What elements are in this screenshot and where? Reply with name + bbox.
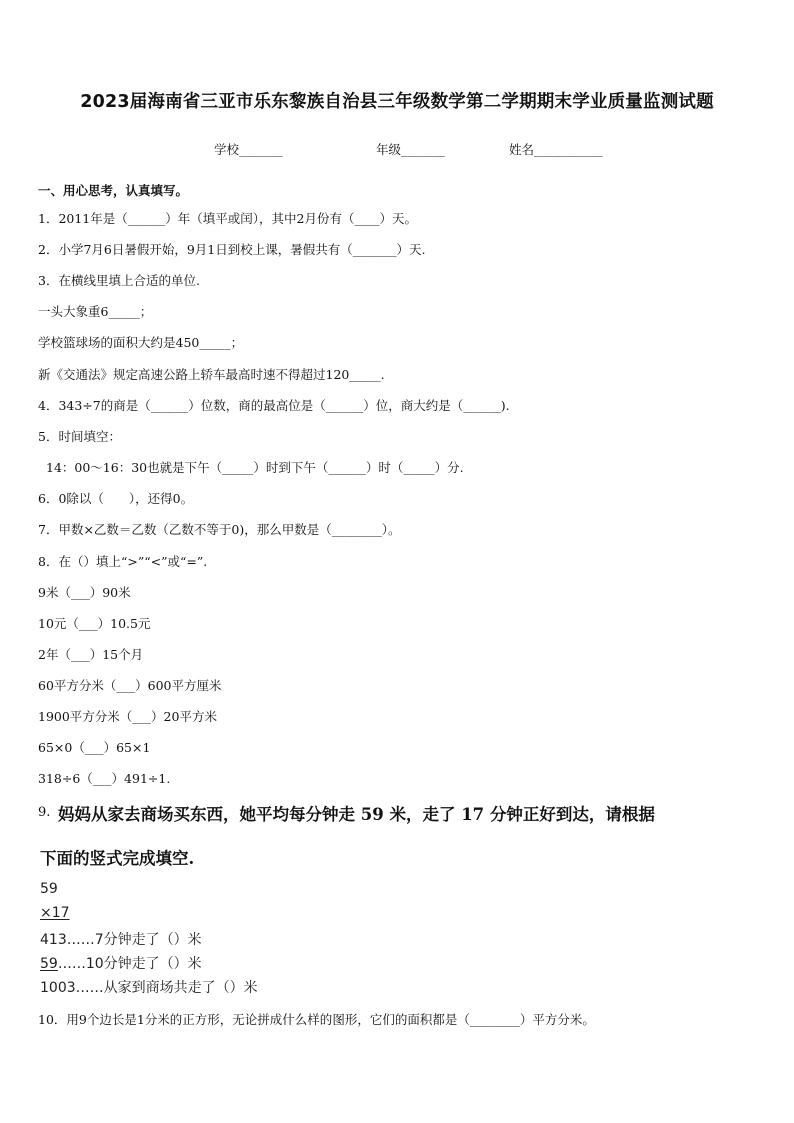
question-5a: 14：00～16：30也就是下午（_____）时到下午（______）时（_____）分.	[46, 460, 464, 475]
question-9-line2: 下面的竖式完成填空.	[40, 849, 195, 868]
question-7: 7．甲数×乙数＝乙数（乙数不等于0)，那么甲数是（________）。	[38, 522, 401, 537]
question-8e: 1900平方分米（___）20平方米	[38, 709, 217, 724]
calc-row-2-number: 59	[40, 956, 58, 972]
question-8f: 65×0（___）65×1	[38, 740, 151, 755]
calc-row-1: 413……7分钟走了（）米	[40, 932, 202, 948]
question-8c: 2年（___）15个月	[38, 647, 144, 662]
question-8: 8．在（）填上“>”“<”或“=”.	[38, 554, 208, 569]
calc-row-2	[40, 953, 202, 973]
question-9-number: 9.	[38, 805, 51, 820]
grade-field: 年级_______	[376, 142, 445, 157]
calc-multiplier: ×17	[40, 905, 70, 921]
question-8g: 318÷6（___）491÷1.	[38, 771, 171, 786]
calc-multiplicand: 59	[40, 881, 58, 897]
question-4: 4．343÷7的商是（______）位数，商的最高位是（______）位，商大约是（______).	[38, 398, 510, 413]
question-6: 6．0除以（ ），还得0。	[38, 491, 194, 506]
name-field: 姓名___________	[509, 142, 603, 157]
section-heading: 一、用心思考，认真填写。	[38, 183, 189, 198]
page-title: 2023届海南省三亚市乐东黎族自治县三年级数学第二学期期末学业质量监测试题	[80, 92, 714, 112]
question-3c: 新《交通法》规定高速公路上轿车最高时速不得超过120_____.	[38, 367, 385, 382]
question-8b: 10元（___）10.5元	[38, 616, 151, 631]
question-3b: 学校篮球场的面积大约是450_____；	[38, 335, 244, 350]
school-field: 学校_______	[214, 142, 283, 157]
question-8a: 9米（___）90米	[38, 585, 131, 600]
question-10: 10．用9个边长是1分米的正方形，无论拼成什么样的图形，它们的面积都是（________）平方分米。	[38, 1012, 595, 1027]
question-2: 2．小学7月6日暑假开始，9月1日到校上课，暑假共有（_______）天.	[38, 242, 426, 257]
calc-row-3: 1003……从家到商场共走了（）米	[40, 980, 258, 996]
question-3: 3．在横线里填上合适的单位.	[38, 273, 200, 288]
question-8d: 60平方分米（___）600平方厘米	[38, 678, 222, 693]
calc-row-2-text: ……10分钟走了（）米	[57, 956, 202, 972]
question-1: 1．2011年是（______）年（填平或闰），其中2月份有（____）天。	[38, 211, 417, 226]
question-3a: 一头大象重6_____；	[38, 304, 153, 319]
question-9-line1: 妈妈从家去商场买东西，她平均每分钟走 59 米，走了 17 分钟正好到达，请根据	[58, 805, 655, 824]
question-5: 5．时间填空：	[38, 429, 121, 444]
